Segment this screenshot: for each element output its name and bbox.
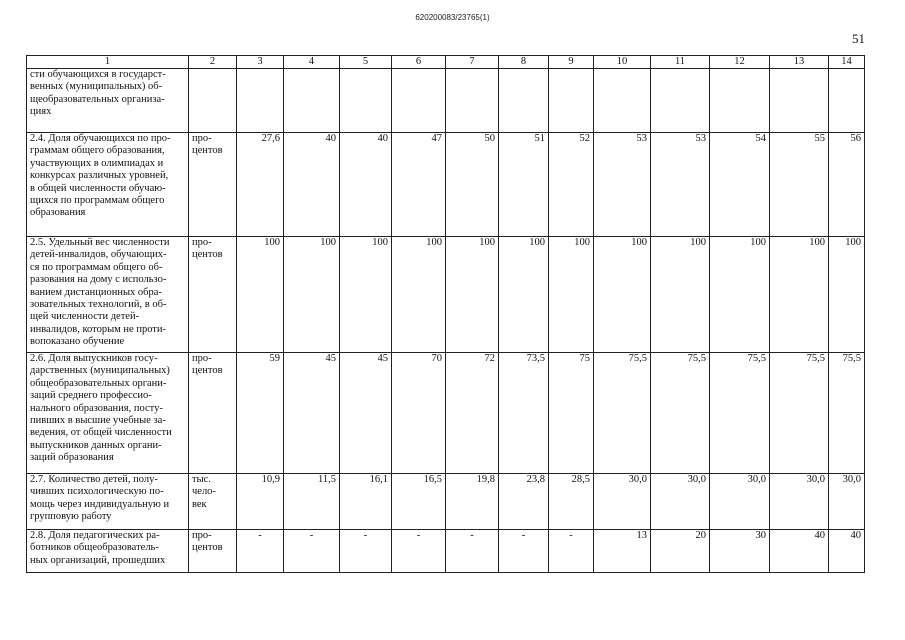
value-cell: 100 (446, 237, 499, 353)
value-cell: 45 (284, 353, 340, 474)
value-cell: 75 (549, 353, 594, 474)
value-cell: 70 (392, 353, 446, 474)
value-cell: 75,5 (710, 353, 770, 474)
indicator-label: сти обучающихся в государст- венных (муниципальных) об- щеобразовательных организа- циях (27, 69, 189, 133)
value-cell: 73,5 (499, 353, 549, 474)
value-cell: 23,8 (499, 474, 549, 530)
value-cell: - (549, 530, 594, 573)
value-cell (549, 69, 594, 133)
value-cell: 27,6 (237, 133, 284, 237)
unit-cell: тыс. чело- век (189, 474, 237, 530)
table-row (27, 474, 865, 530)
value-cell: 100 (651, 237, 710, 353)
column-header-4: 4 (284, 56, 340, 69)
value-cell: 53 (594, 133, 651, 237)
value-cell: 100 (770, 237, 829, 353)
value-cell: 16,5 (392, 474, 446, 530)
column-header-2: 2 (189, 56, 237, 69)
value-cell: 30,0 (770, 474, 829, 530)
value-cell (710, 69, 770, 133)
value-cell: 40 (284, 133, 340, 237)
value-cell: 40 (770, 530, 829, 573)
table-row (27, 237, 865, 353)
column-header-1: 1 (27, 56, 189, 69)
value-cell (770, 69, 829, 133)
indicator-label: 2.6. Доля выпускников госу- дарственных (муниципальных) общеобразовательных органи- заций среднего профессио- нального образования, посту- пивших в высшие учебные за- ведения, от общей численности выпускников данных органи- заций образования (27, 353, 189, 474)
value-cell: 51 (499, 133, 549, 237)
value-cell: 72 (446, 353, 499, 474)
column-header-12: 12 (710, 56, 770, 69)
table-row (27, 133, 865, 237)
value-cell: 40 (829, 530, 865, 573)
value-cell: 30,0 (710, 474, 770, 530)
column-header-10: 10 (594, 56, 651, 69)
indicator-label: 2.5. Удельный вес численности детей-инвалидов, обучающих- ся по программам общего об- разования на дому с использо- ванием дистанционных обра- зовательных технологий, в об- щей численности детей- инвалидов, которым не проти- вопоказано обучение (27, 237, 189, 353)
column-header-5: 5 (340, 56, 392, 69)
value-cell: 56 (829, 133, 865, 237)
value-cell: 52 (549, 133, 594, 237)
value-cell: 100 (284, 237, 340, 353)
value-cell (340, 69, 392, 133)
value-cell (446, 69, 499, 133)
column-header-14: 14 (829, 56, 865, 69)
table-row (27, 530, 865, 573)
table-header-row (27, 56, 865, 69)
value-cell: 50 (446, 133, 499, 237)
value-cell: 100 (549, 237, 594, 353)
value-cell (284, 69, 340, 133)
table-row (27, 353, 865, 474)
column-header-3: 3 (237, 56, 284, 69)
value-cell: 40 (340, 133, 392, 237)
value-cell: 30,0 (829, 474, 865, 530)
indicator-label: 2.8. Доля педагогических ра- ботников общеобразователь- ных организаций, прошедших (27, 530, 189, 573)
value-cell (651, 69, 710, 133)
column-header-9: 9 (549, 56, 594, 69)
value-cell: 100 (594, 237, 651, 353)
document-id: 620200083/23765(1) (415, 13, 490, 22)
value-cell: 100 (829, 237, 865, 353)
value-cell: - (392, 530, 446, 573)
value-cell: 30,0 (651, 474, 710, 530)
value-cell: 100 (392, 237, 446, 353)
value-cell: 59 (237, 353, 284, 474)
value-cell: 54 (710, 133, 770, 237)
value-cell: 13 (594, 530, 651, 573)
value-cell (829, 69, 865, 133)
value-cell: 100 (499, 237, 549, 353)
unit-cell: про- центов (189, 133, 237, 237)
value-cell (499, 69, 549, 133)
value-cell: - (499, 530, 549, 573)
indicator-label: 2.7. Количество детей, полу- чивших психологическую по- мощь через индивидуальную и групповую работу (27, 474, 189, 530)
value-cell (392, 69, 446, 133)
value-cell: 28,5 (549, 474, 594, 530)
column-header-6: 6 (392, 56, 446, 69)
value-cell: 100 (710, 237, 770, 353)
unit-cell (189, 69, 237, 133)
value-cell (237, 69, 284, 133)
column-header-8: 8 (499, 56, 549, 69)
column-header-7: 7 (446, 56, 499, 69)
value-cell: 10,9 (237, 474, 284, 530)
column-header-11: 11 (651, 56, 710, 69)
unit-cell: про- центов (189, 237, 237, 353)
value-cell: 100 (340, 237, 392, 353)
value-cell: 20 (651, 530, 710, 573)
value-cell: 30 (710, 530, 770, 573)
value-cell: - (237, 530, 284, 573)
value-cell: 75,5 (770, 353, 829, 474)
value-cell (594, 69, 651, 133)
indicators-table (26, 55, 865, 573)
value-cell: 75,5 (651, 353, 710, 474)
table-row (27, 69, 865, 133)
value-cell: - (446, 530, 499, 573)
value-cell: 30,0 (594, 474, 651, 530)
unit-cell: про- центов (189, 353, 237, 474)
value-cell: - (340, 530, 392, 573)
value-cell: 75,5 (594, 353, 651, 474)
value-cell: 75,5 (829, 353, 865, 474)
value-cell: 45 (340, 353, 392, 474)
value-cell: 100 (237, 237, 284, 353)
indicator-label: 2.4. Доля обучающихся по про- граммам общего образования, участвующих в олимпиадах и конкурсах различных уровней, в общей численности обучаю- щихся по программам общего образования (27, 133, 189, 237)
value-cell: 47 (392, 133, 446, 237)
column-header-13: 13 (770, 56, 829, 69)
value-cell: 11,5 (284, 474, 340, 530)
value-cell: 53 (651, 133, 710, 237)
page-number: 51 (852, 31, 865, 46)
value-cell: 19,8 (446, 474, 499, 530)
value-cell: 55 (770, 133, 829, 237)
unit-cell: про- центов (189, 530, 237, 573)
value-cell: 16,1 (340, 474, 392, 530)
value-cell: - (284, 530, 340, 573)
